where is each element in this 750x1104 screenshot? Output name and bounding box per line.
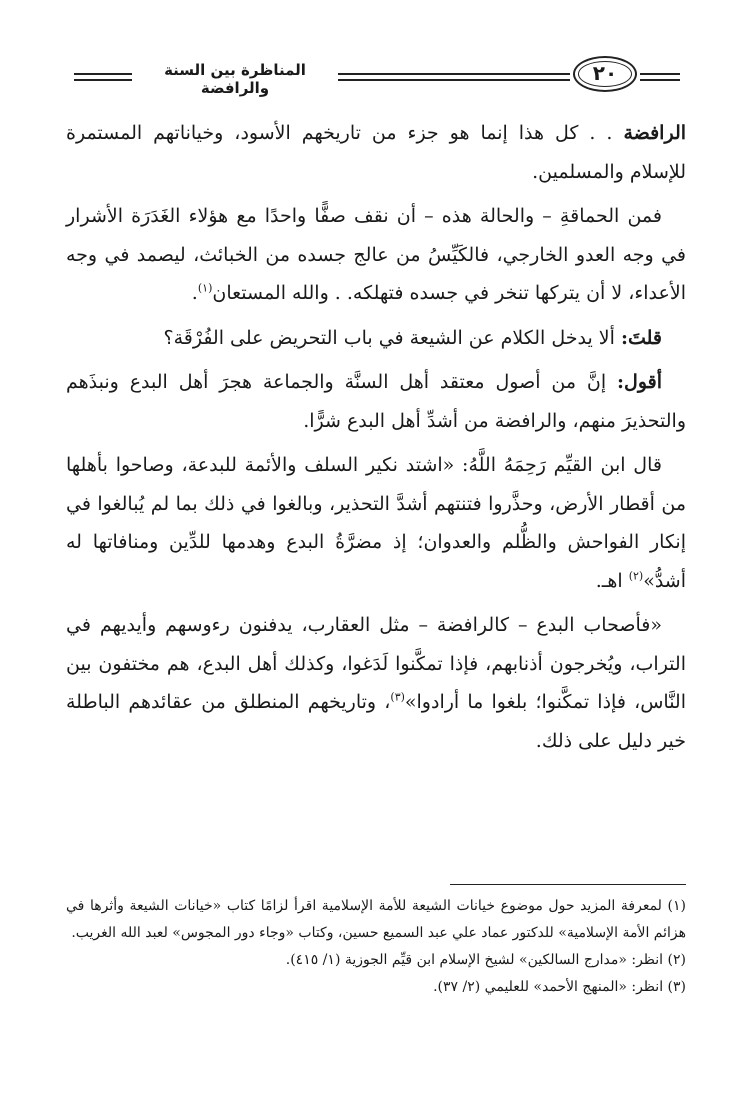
paragraph-2 xyxy=(66,197,686,313)
paragraph-6-text: «فأصحاب البدع – كالرافضة – مثل العقارب، يدفنون رءوسهم وأيديهم في التراب، ويُخرجون أذنابهم، فإذا تمكَّنوا لَدَغوا، وكذلك أهل البدع، هم مختفون بين النَّاس، فإذا تمكَّنوا؛ بلغوا ما أرادوا» xyxy=(66,614,687,713)
paragraph-1-lead: الرافضة xyxy=(623,122,687,144)
header-rule-left xyxy=(74,73,132,81)
paragraph-2-text: فمن الحماقةِ – والحالة هذه – أن نقف صفًّا واحدًا مع هؤلاء الغَدَرَة الأشرار في وجه العدو الخارجي، فالكَيِّسُ من عالج جسده من الخبائث، ليصمد في وجه الأعداء، لا أن يتركها تنخر في جسده فتهلكه. . والله المستعان xyxy=(66,205,686,304)
footnotes xyxy=(66,893,686,1001)
page-number-oval xyxy=(573,56,637,92)
paragraph-3-text: ألا يدخل الكلام عن الشيعة في باب التحريض على الفُرْقَة؟ xyxy=(163,326,615,349)
footnote-3: (٣) انظر: «المنهج الأحمد» للعليمي (٢/ ٣٧). xyxy=(433,979,686,995)
main-text xyxy=(66,114,686,766)
footnote-1: (١) لمعرفة المزيد حول موضوع خيانات الشيعة للأمة الإسلامية اقرأ لزامًا كتاب «خيانات الشيعة وأثرها في هزائم الأمة الإسلامية» للدكتور عماد علي عبد السميع حسين، وكتاب «وجاء دور المجوس» لعبد الله الغريب. xyxy=(66,898,686,941)
footnote-ref-2[interactable]: (٢) xyxy=(628,569,644,583)
paragraph-4-text: إنَّ من أصول معتقد أهل السنَّة والجماعة هجرَ أهل البدع ونبذَهم والتحذيرَ منهم، والرافضة من أشدِّ أهل البدع شرًّا. xyxy=(66,371,686,432)
footnote-ref-1[interactable]: (١) xyxy=(197,281,213,295)
paragraph-6 xyxy=(66,606,686,760)
paragraph-5 xyxy=(66,446,686,600)
paragraph-3 xyxy=(66,319,686,358)
header-rule-right xyxy=(640,73,680,81)
paragraph-5-text: قال ابن القيِّم رَحِمَهُ اللَّهُ: «اشتد نكير السلف والأئمة للبدعة، وصاحوا بأهلها من أقطار الأرض، وحذَّروا فتنتهم أشدَّ التحذير، وبالغوا في ذلك بما لم يُبالغوا في إنكار الفواحش والظُّلم والعدوان؛ إذ مضرَّةُ البدع وهدمها للدِّين ومنافاتها له أشدُّ» xyxy=(66,454,686,592)
footnote-ref-3[interactable]: (٣) xyxy=(390,690,405,704)
running-title: المناظرة بين السنة والرافضة xyxy=(164,61,306,97)
page-number: ٢٠ xyxy=(592,61,618,85)
paragraph-3-lead: قلتَ: xyxy=(620,326,662,349)
header-rule-middle xyxy=(338,73,570,81)
paragraph-4-lead: أقول: xyxy=(617,371,662,393)
paragraph-2-end: . xyxy=(191,282,198,304)
page-header xyxy=(70,56,682,96)
paragraph-1 xyxy=(66,114,686,191)
paragraph-6-end: ، وتاريخهم المنطلق من عقائدهم الباطلة خير دليل على ذلك. xyxy=(66,691,686,752)
footnote-2: (٢) انظر: «مدارج السالكين» لشيخ الإسلام ابن قيِّم الجوزية (١/ ٤١٥). xyxy=(285,952,686,968)
paragraph-1-text: . . كل هذا إنما هو جزء من تاريخهم الأسود، وخياناتهم المستمرة للإسلام والمسلمين. xyxy=(66,122,686,183)
paragraph-5-end: اهـ. xyxy=(595,569,623,592)
footnote-separator xyxy=(450,884,686,885)
paragraph-4 xyxy=(66,363,686,440)
